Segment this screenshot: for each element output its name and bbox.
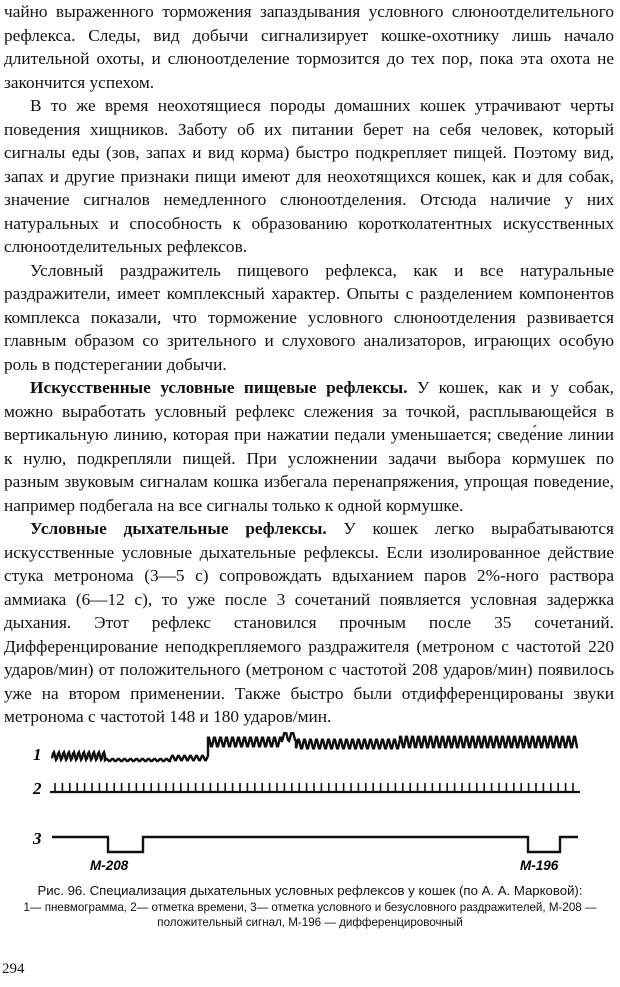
- body-text: [4, 0, 614, 729]
- figure-caption: [4, 882, 616, 930]
- paragraph-4: [4, 376, 614, 517]
- paragraph-text: Условный раздражитель пищевого рефлекса, как и все натуральные раздражители, имеет комплексный характер. Опыты с разделением компонентов комплекса показали, что торможение условного слюноотделения развивается главным образом со зрительного и слухового анализаторов, играющих особую роль в подстерегании добычи.: [4, 260, 614, 374]
- pneumogram-trace: [52, 732, 578, 761]
- stimulus-marker-trace: [52, 837, 578, 852]
- paragraph-text: У кошек легко вырабатываются искусственные условные дыхательные рефлексы. Если изолированное действие стука метронома (3—5 с) сопровождать вдыханием паров 2%-ного раствора аммиака (6—12 с), то уже после 3 сочетаний появляется условная задержка дыхания. Этот рефлекс становился прочным после 35 сочетаний. Дифференцирование неподкрепляемого раздражителя (метроном с частотой 220 ударов/мин) от положительного (метроном с частотой 208 ударов/мин) появилось уже на втором применении. Также быстро были отдифференцированы звуки метронома с частотой 148 и 180 ударов/мин.: [4, 519, 614, 726]
- paragraph-5: [4, 517, 614, 729]
- paragraph-2: [4, 94, 614, 259]
- trace-label-2: 2: [33, 779, 42, 798]
- marker-label-m196: М-196: [520, 858, 559, 873]
- paragraph-1: [4, 0, 614, 94]
- marker-label-m208: М-208: [90, 858, 129, 873]
- time-marker-trace: [50, 783, 580, 792]
- paragraph-text: чайно выраженного торможения запаздывания условного слюноотделительного рефлекса. Следы, вид добычи сигнализирует кошке-охотнику лишь начало длительной охоты, и слюноотделение тормозится до тех пор, пока эта охота не закончится успехом.: [4, 2, 614, 92]
- figure-96: [0, 732, 620, 882]
- trace-label-3: 3: [33, 829, 42, 848]
- pneumogram-figure: [0, 732, 620, 882]
- page-number: 294: [2, 961, 25, 977]
- section-heading: Условные дыхательные рефлексы.: [30, 519, 327, 538]
- paragraph-text: В то же время неохотящиеся породы домашних кошек утрачивают черты поведения хищников. Заботу об их питании берет на себя человек, который сигналы еды (зов, запах и вид корма) быстро подкрепляет пищей. Поэтому вид, запах и другие признаки пищи имеют для неохотящихся кошек, как и для собак, значение сигналов немедленного слюноотделения. Отсюда наличие у них натуральных и способность к образованию коротколатентных искусственных слюноотделительных рефлексов.: [4, 96, 614, 256]
- paragraph-text: У кошек, как и у собак, можно выработать условный рефлекс слежения за точкой, расплывающейся в вертикальную линию, которая при нажатии педали уменьшается; сведе́ние линии к нулю, подкрепляли пищей. При усложнении задачи выбора кормушек по разным звуковым сигналам кошка избегала перенапряжения, упрощая поведение, например подбегала на все сигналы только к одной кормушке.: [4, 378, 614, 515]
- section-heading: Искусственные условные пищевые рефлексы.: [30, 378, 408, 397]
- caption-title: Рис. 96. Специализация дыхательных условных рефлексов у кошек (по А. А. Марковой):: [37, 883, 583, 898]
- trace-label-1: 1: [33, 745, 42, 764]
- caption-legend: 1— пневмограмма, 2— отметка времени, 3— отметка условного и безусловного раздражителей, М-208 — положительный сигнал, М-196 — дифференцировочный: [23, 901, 597, 929]
- paragraph-3: [4, 259, 614, 377]
